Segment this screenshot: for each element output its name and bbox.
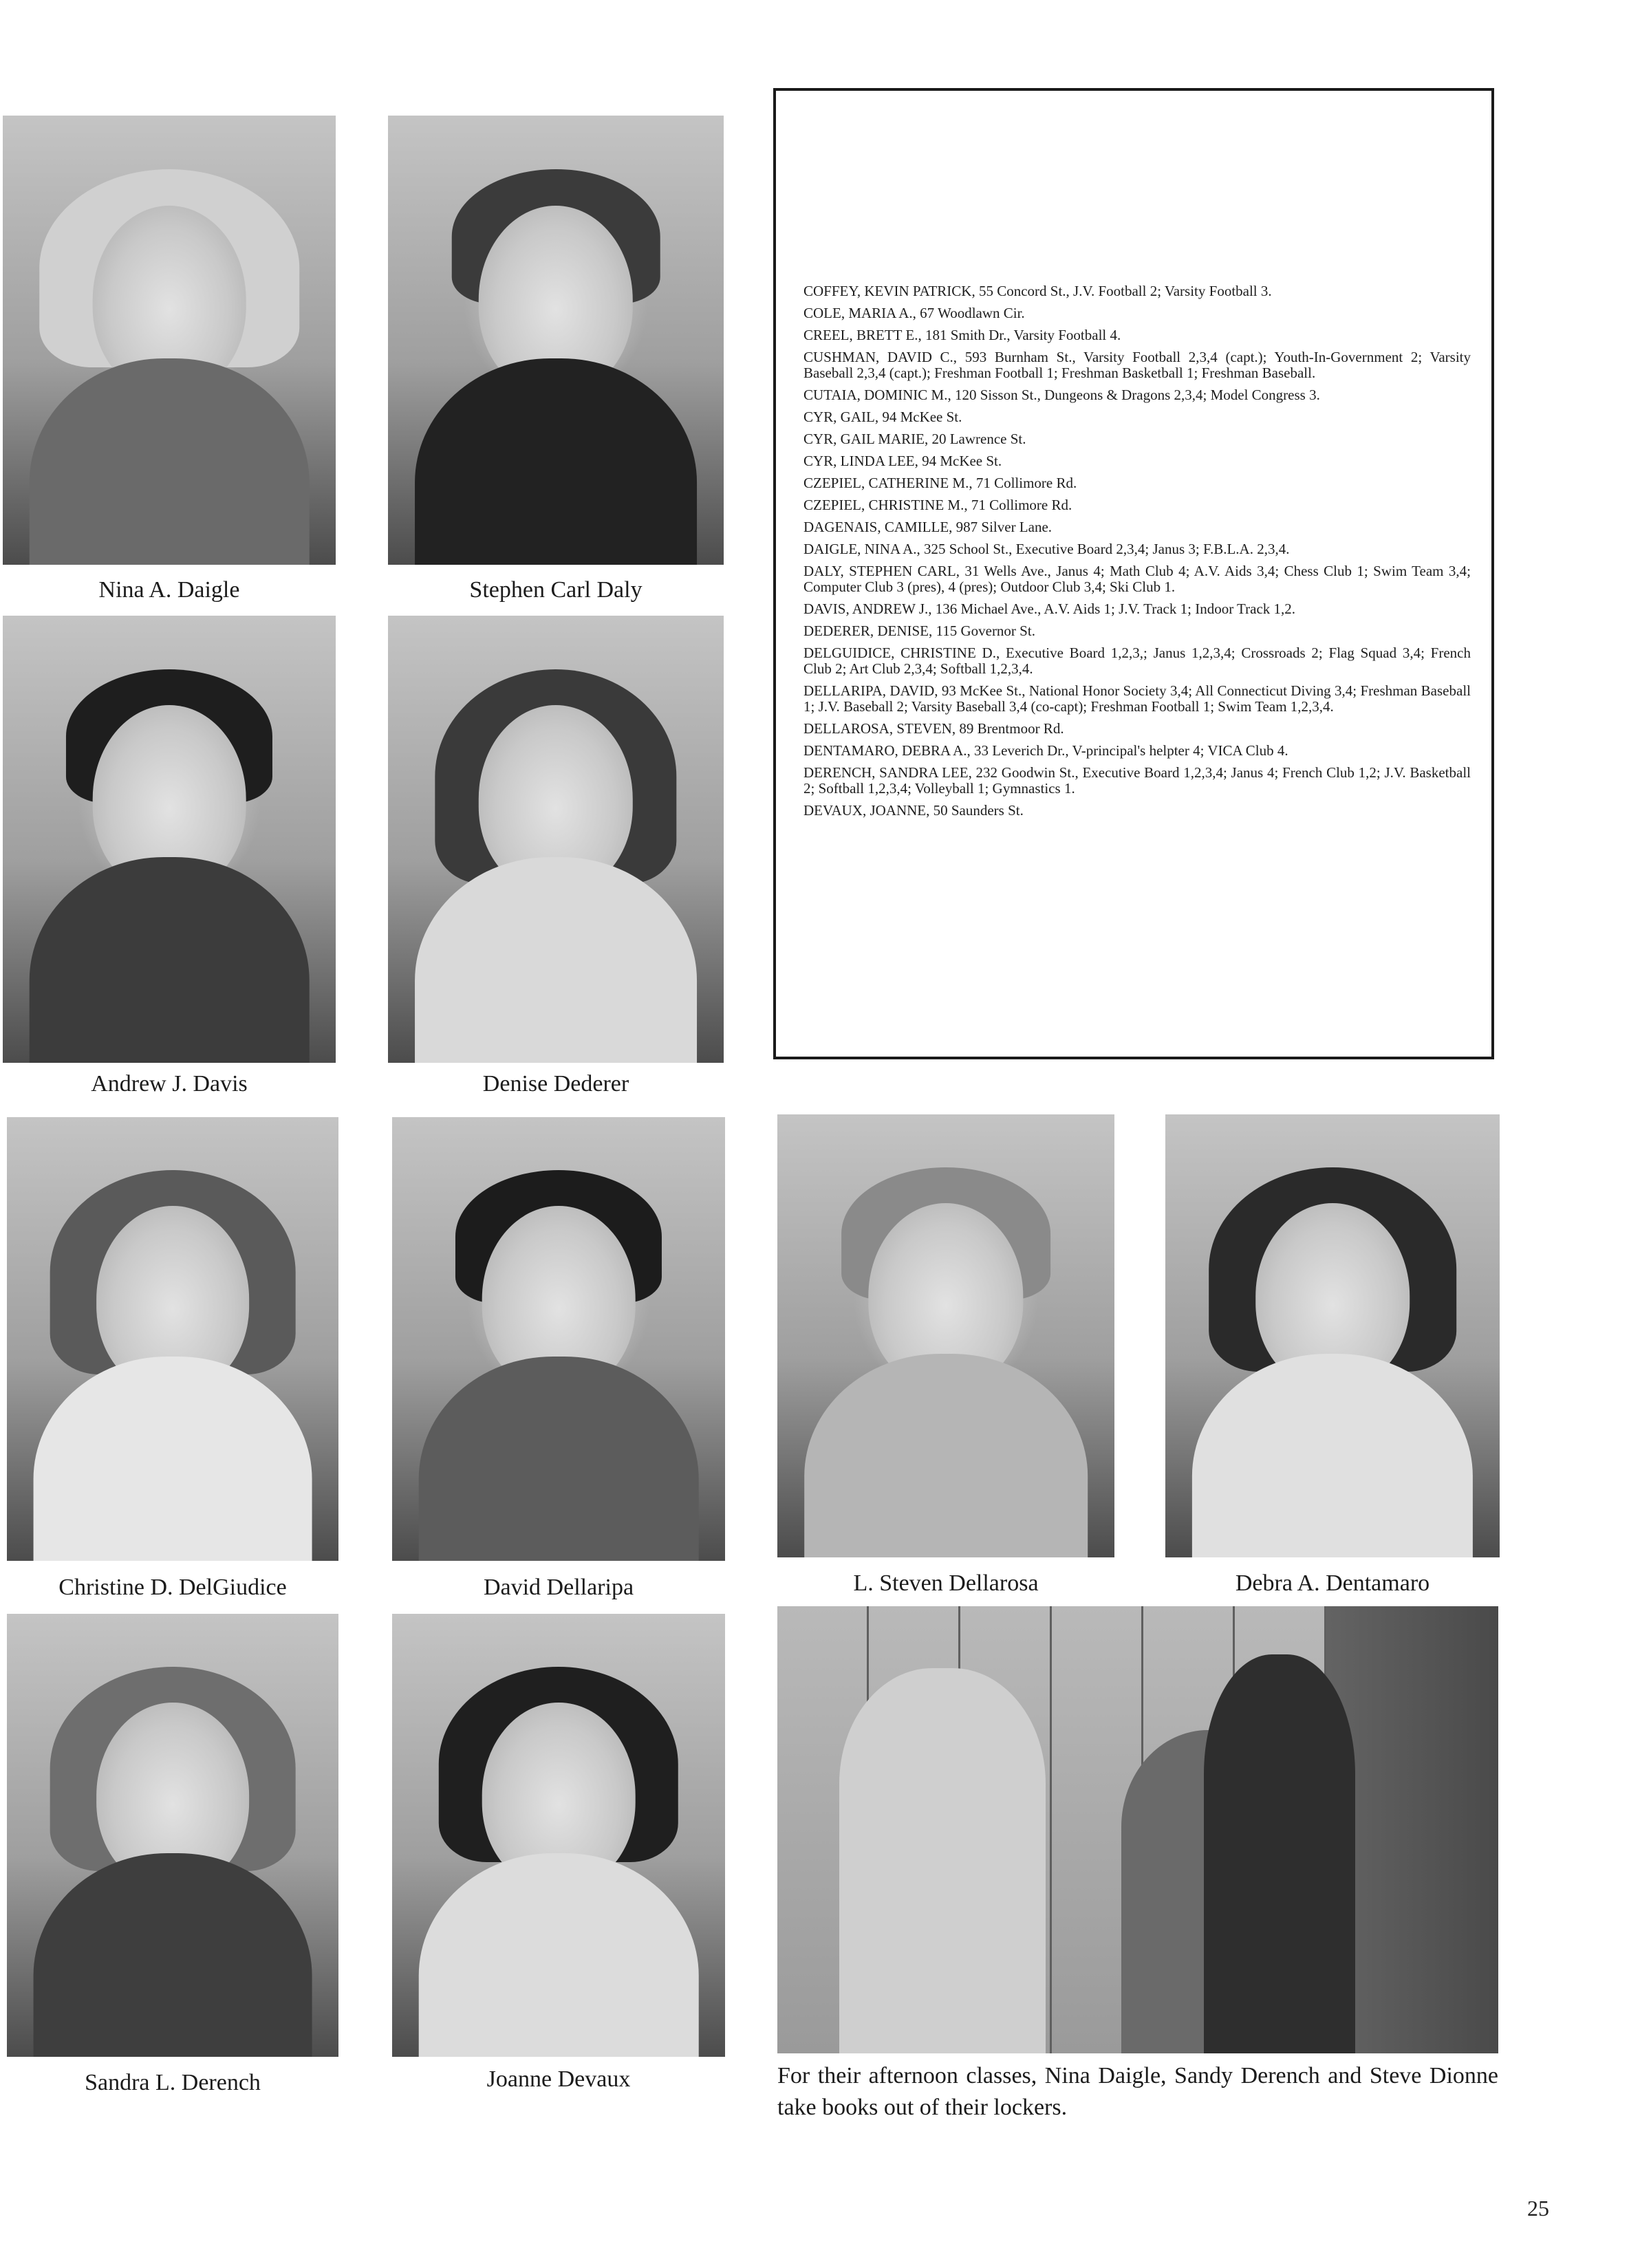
senior-entry: CYR, GAIL MARIE, 20 Lawrence St. bbox=[803, 431, 1026, 447]
senior-entry: CZEPIEL, CHRISTINE M., 71 Collimore Rd. bbox=[803, 497, 1072, 513]
portrait-caption: David Dellaripa bbox=[483, 1575, 634, 1600]
senior-entry: CUTAIA, DOMINIC M., 120 Sisson St., Dungeons & Dragons 2,3,4; Model Congress 3. bbox=[803, 387, 1320, 403]
portrait-photo-david-dellaripa bbox=[392, 1117, 725, 1561]
portrait-photo-joanne-devaux bbox=[392, 1614, 725, 2057]
senior-directory-box bbox=[773, 88, 1494, 1059]
senior-entry: COFFEY, KEVIN PATRICK, 55 Concord St., J.V. Football 2; Varsity Football 3. bbox=[803, 283, 1272, 299]
photo-body bbox=[30, 358, 310, 565]
photo-body bbox=[34, 1853, 312, 2057]
photo-body bbox=[30, 857, 310, 1063]
candid-person bbox=[1204, 1654, 1355, 2053]
senior-entry: CYR, GAIL, 94 McKee St. bbox=[803, 409, 962, 425]
portrait-photo-denise-dederer bbox=[388, 616, 724, 1063]
portrait-photo-nina-daigle bbox=[3, 116, 336, 565]
senior-entry: DALY, STEPHEN CARL, 31 Wells Ave., Janus 4; Math Club 4; A.V. Aids 3,4; Chess Club 1; Swim Team 3,4; Computer Club 3 (pres), 4 (pres); Outdoor Club 3,4; Ski Club 1. bbox=[803, 563, 1471, 595]
portrait-caption: L. Steven Dellarosa bbox=[853, 1570, 1039, 1596]
photo-body bbox=[415, 857, 697, 1063]
senior-entry: DEDERER, DENISE, 115 Governor St. bbox=[803, 623, 1035, 639]
senior-entry: DENTAMARO, DEBRA A., 33 Leverich Dr., V-principal's helpter 4; VICA Club 4. bbox=[803, 742, 1288, 759]
portrait-photo-andrew-davis bbox=[3, 616, 336, 1063]
portrait-caption: Andrew J. Davis bbox=[91, 1071, 248, 1097]
portrait-caption: Denise Dederer bbox=[482, 1071, 629, 1097]
senior-entry: DAVIS, ANDREW J., 136 Michael Ave., A.V. Aids 1; J.V. Track 1; Indoor Track 1,2. bbox=[803, 601, 1296, 617]
senior-entry: COLE, MARIA A., 67 Woodlawn Cir. bbox=[803, 305, 1025, 321]
candid-locker-photo bbox=[777, 1606, 1498, 2053]
senior-entry: CZEPIEL, CATHERINE M., 71 Collimore Rd. bbox=[803, 475, 1077, 491]
portrait-caption: Nina A. Daigle bbox=[98, 577, 240, 603]
senior-entry: DELLAROSA, STEVEN, 89 Brentmoor Rd. bbox=[803, 720, 1064, 737]
portrait-caption: Christine D. DelGiudice bbox=[58, 1575, 287, 1600]
senior-entry: DAIGLE, NINA A., 325 School St., Executive Board 2,3,4; Janus 3; F.B.L.A. 2,3,4. bbox=[803, 541, 1290, 557]
photo-body bbox=[1192, 1354, 1473, 1557]
senior-entry: CYR, LINDA LEE, 94 McKee St. bbox=[803, 453, 1002, 469]
senior-entry: CREEL, BRETT E., 181 Smith Dr., Varsity Football 4. bbox=[803, 327, 1121, 343]
photo-body bbox=[419, 1357, 699, 1561]
senior-entry: DELLARIPA, DAVID, 93 McKee St., National Honor Society 3,4; All Connecticut Diving 3,4; Freshman Baseball 1; J.V. Baseball 2; Varsity Baseball 3,4 (co-capt); Freshman Football 1; Swim Team 1,2,3,4. bbox=[803, 682, 1471, 715]
portrait-caption: Stephen Carl Daly bbox=[469, 577, 643, 603]
portrait-caption: Debra A. Dentamaro bbox=[1235, 1570, 1430, 1596]
candid-person bbox=[839, 1668, 1046, 2053]
senior-entry: DELGUIDICE, CHRISTINE D., Executive Board 1,2,3,; Janus 1,2,3,4; Crossroads 2; Flag Squad 3,4; French Club 2; Art Club 2,3,4; Softball 1,2,3,4. bbox=[803, 645, 1471, 677]
senior-entries-list bbox=[803, 283, 1471, 825]
portrait-photo-christine-delgiudice bbox=[7, 1117, 338, 1561]
senior-entry: DAGENAIS, CAMILLE, 987 Silver Lane. bbox=[803, 519, 1053, 535]
photo-body bbox=[804, 1354, 1088, 1557]
senior-entry: DEVAUX, JOANNE, 50 Saunders St. bbox=[803, 802, 1024, 819]
portrait-photo-stephen-daly bbox=[388, 116, 724, 565]
photo-body bbox=[34, 1357, 312, 1561]
senior-entry: CUSHMAN, DAVID C., 593 Burnham St., Varsity Football 2,3,4 (capt.); Youth-In-Government 2; Varsity Baseball 2,3,4 (capt.); Freshman Football 1; Freshman Basketball 1; Freshman Baseball. bbox=[803, 349, 1471, 381]
candid-photo-caption: For their afternoon classes, Nina Daigle, Sandy Derench and Steve Dionne take books out of their lockers. bbox=[777, 2063, 1498, 2120]
portrait-caption: Sandra L. Derench bbox=[85, 2070, 261, 2095]
photo-body bbox=[415, 358, 697, 565]
portrait-photo-debra-dentamaro bbox=[1165, 1114, 1500, 1557]
photo-body bbox=[419, 1853, 699, 2057]
portrait-photo-sandra-derench bbox=[7, 1614, 338, 2057]
portrait-photo-steven-dellarosa bbox=[777, 1114, 1114, 1557]
senior-entry: DERENCH, SANDRA LEE, 232 Goodwin St., Executive Board 1,2,3,4; Janus 4; French Club 1,2; J.V. Basketball 2; Softball 1,2,3,4; Volleyball 1; Gymnastics 1. bbox=[803, 764, 1471, 797]
portrait-caption: Joanne Devaux bbox=[486, 2066, 631, 2092]
page-number: 25 bbox=[1527, 2196, 1549, 2221]
